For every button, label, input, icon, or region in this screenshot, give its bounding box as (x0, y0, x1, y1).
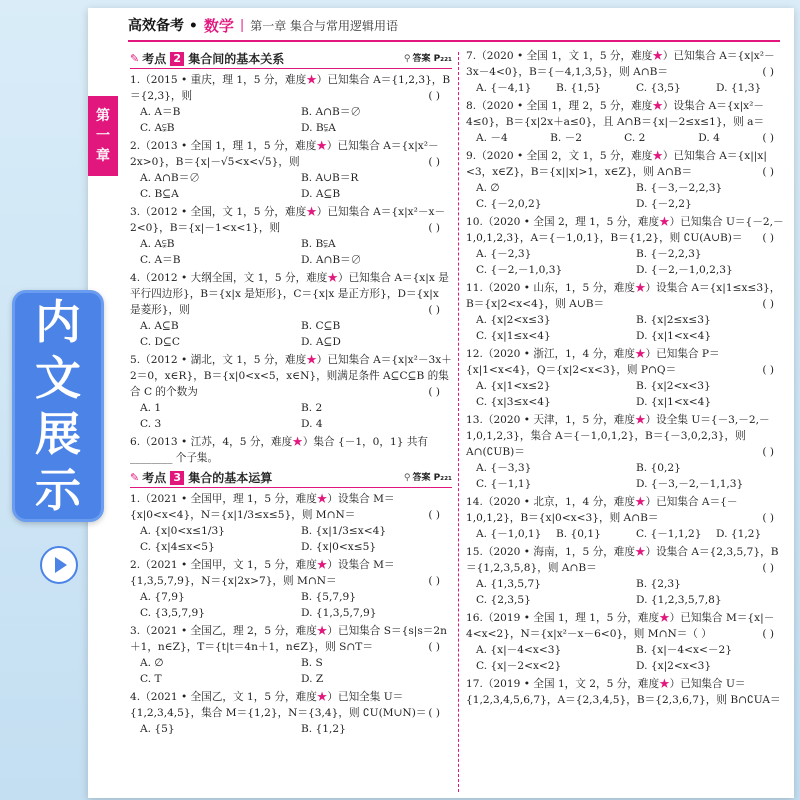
answer-blank[interactable]: ( ) (428, 304, 440, 316)
answer-blank[interactable]: ( ) (762, 628, 774, 640)
options-row (130, 104, 452, 136)
question-item (466, 214, 786, 278)
pencil-icon: ✎ (130, 470, 140, 484)
chapter-side-tab (88, 96, 118, 176)
difficulty-star-icon: ★ (652, 100, 663, 112)
question-stem: 16.（2019 • 全国 1，理 1，5 分，难度★）已知集合 M＝{x|－4<x<2}，N＝{x|x²－x－6<0}，则 M∩N＝（ ） ( ) (466, 612, 775, 640)
answer-blank[interactable]: ( ) (762, 562, 774, 574)
answer-option[interactable]: D. {1,3} (716, 82, 762, 94)
question-stem: 2.（2013 • 全国 1，理 1，5 分，难度★）已知集合 A＝{x|x²－2x>0}，B＝{x|－√5<x<√5}，则 ( ) (130, 140, 440, 168)
question-item (130, 352, 452, 432)
answer-option[interactable]: D. {x|2<x<3} (636, 660, 712, 672)
answer-option[interactable]: D. {1,2,3,5,7,8} (636, 594, 722, 606)
section-number: 3 (170, 471, 184, 485)
options-row (130, 170, 452, 202)
question-stem: 5.（2012 • 湖北，文 1，5 分，难度★）已知集合 A＝{x|x²－3x＋2＝0，x∈R}，B＝{x|0<x<5，x∈N}，则满足条件 A⊆C⊆B 的集合 C 的个数为 ( ) (130, 354, 452, 398)
options-row (130, 655, 452, 687)
answer-blank[interactable]: ( ) (428, 90, 440, 102)
question-item (466, 346, 786, 410)
difficulty-star-icon: ★ (316, 140, 327, 152)
difficulty-star-icon: ★ (634, 546, 646, 558)
answer-option[interactable]: B. {0,2} (636, 462, 681, 474)
answer-option[interactable]: C. 3 (140, 418, 162, 430)
answer-blank[interactable]: ( ) (762, 66, 774, 78)
answer-option[interactable]: C. 2 (624, 132, 646, 144)
difficulty-star-icon: ★ (316, 691, 328, 703)
question-item (466, 280, 786, 344)
question-item (130, 689, 452, 737)
difficulty-star-icon: ★ (634, 348, 646, 360)
answer-option[interactable]: D. 4 (301, 418, 323, 430)
difficulty-star-icon: ★ (316, 625, 328, 637)
answer-option[interactable]: B. {x|2≤x≤3} (636, 314, 711, 326)
answer-option[interactable]: C. {－2,－1,0,3} (476, 264, 563, 276)
difficulty-star-icon: ★ (659, 678, 670, 690)
question-item (130, 623, 452, 687)
question-item (130, 491, 452, 555)
question-stem: 7.（2020 • 全国 1，文 1，5 分，难度★）已知集合 A＝{x|x²－3x－4<0}，B＝{－4,1,3,5}，则 A∩B＝ ( ) (466, 50, 775, 78)
question-stem: 13.（2020 • 天津，1，5 分，难度★）设全集 U＝{－3,－2,－1,0,1,2,3}，集合 A＝{－1,0,1,2}，B＝{－3,0,2,3}，则 A∩(∁UB)＝ ( ) (466, 414, 774, 458)
chapter-tab-char: 一 (96, 128, 110, 144)
options-row (130, 400, 452, 432)
answer-option[interactable]: D. {1,3,5,7,9} (301, 607, 377, 619)
question-item (466, 676, 786, 708)
options-row (466, 526, 786, 542)
options-row (466, 130, 762, 146)
section-title: 集合间的基本关系 (188, 51, 285, 66)
right-column (466, 48, 786, 710)
question-item (130, 138, 452, 202)
answer-blank[interactable]: ( ) (428, 386, 440, 398)
difficulty-star-icon: ★ (659, 216, 670, 228)
answer-option[interactable]: A. A⊆B (140, 320, 179, 332)
question-item (130, 72, 452, 136)
section-3-heading (130, 468, 452, 488)
question-stem: 3.（2012 • 全国，文 1，5 分，难度★）已知集合 A＝{x|x²－x－2<0}，B＝{x|－1<x<1}，则 ( ) (130, 206, 446, 234)
promo-char: 文 (35, 351, 81, 405)
difficulty-star-icon: ★ (327, 272, 338, 284)
section-2-heading (130, 49, 452, 69)
question-stem: 3.（2021 • 全国乙，理 2，5 分，难度★）已知集合 S＝{s|s＝2n＋1，n∈Z}，T＝{t|t＝4n＋1，n∈Z}，则 S∩T＝ ( ) (130, 625, 447, 653)
answer-option[interactable]: D. A⊆B (301, 188, 341, 200)
answer-option[interactable]: A. ∅ (476, 182, 500, 194)
answer-reference (404, 51, 452, 67)
answer-option[interactable]: C. {－2,0,2} (476, 198, 542, 210)
answer-option[interactable]: B. {1,2} (301, 723, 346, 735)
answer-option[interactable]: B. {－2,2,3} (636, 248, 702, 260)
options-row (130, 236, 452, 268)
answer-option[interactable]: A. A⫋B (140, 238, 175, 250)
question-item (466, 610, 786, 674)
answer-option[interactable]: D. {x|0<x≤5} (301, 541, 377, 553)
promo-char: 内 (35, 295, 81, 349)
play-icon (55, 557, 67, 573)
difficulty-star-icon: ★ (306, 206, 317, 218)
answer-option[interactable]: B. A∩B＝∅ (301, 106, 362, 118)
answer-option[interactable]: D. {－3,－2,－1,1,3} (636, 478, 744, 490)
answer-option[interactable]: B. {x|1/3≤x<4} (301, 525, 387, 537)
answer-option[interactable]: C. {x|3≤x<4} (476, 396, 551, 408)
answer-reference (404, 470, 452, 486)
search-icon: ⚲ (403, 53, 411, 64)
subject-title: 数学 (203, 16, 234, 35)
answer-option[interactable]: C. {3,5,7,9} (140, 607, 206, 619)
question-stem: 1.（2021 • 全国甲，理 1，5 分，难度★）设集合 M＝{x|0<x<4}，N＝{x|1/3≤x≤5}，则 M∩N＝ ( ) (130, 493, 440, 521)
section-number: 2 (170, 52, 184, 66)
question-stem: 9.（2020 • 全国 2，文 1，5 分，难度★）已知集合 A＝{x||x|<3，x∈Z}，B＝{x||x|>1，x∈Z}，则 A∩B＝ ( ) (466, 150, 774, 178)
answer-option[interactable]: C. {x|－2<x<2} (476, 660, 562, 672)
question-item (466, 494, 786, 542)
answer-option[interactable]: A. {x|0<x≤1/3} (140, 525, 225, 537)
answer-option[interactable]: C. A＝B (140, 254, 181, 266)
answer-blank[interactable]: ( ) (428, 707, 440, 719)
answer-option[interactable]: B. {2,3} (636, 578, 681, 590)
answer-option[interactable]: C. {3,5} (636, 82, 681, 94)
options-row (130, 318, 452, 350)
question-stem: 8.（2020 • 全国 1，理 2，5 分，难度★）设集合 A＝{x|x²－4≤0}，B＝{x|2x＋a≤0}，且 A∩B＝{x|－2≤x≤1}，则 a＝ ( ) (466, 100, 774, 144)
answer-option[interactable]: C. {2,3,5} (476, 594, 531, 606)
chapter-title: 第一章 集合与常用逻辑用语 (250, 18, 399, 33)
options-row (466, 460, 786, 492)
answer-option[interactable]: C. D⊆C (140, 336, 180, 348)
answer-blank[interactable]: ( ) (428, 156, 440, 168)
options-row (130, 589, 452, 621)
answer-blank[interactable]: ( ) (428, 575, 440, 587)
header-separator: | (239, 17, 245, 33)
column-divider (458, 52, 459, 792)
answer-option[interactable]: A. {x|2<x≤3} (476, 314, 551, 326)
options-row (466, 378, 786, 410)
chapter-tab-char: 第 (96, 108, 110, 124)
difficulty-star-icon: ★ (652, 50, 663, 62)
question-item (466, 148, 786, 212)
left-column (130, 48, 452, 739)
answer-option[interactable]: B. {x|－4<x<－2} (636, 644, 732, 656)
book-brand: 高效备考 • (128, 18, 198, 34)
answer-option[interactable]: C. {－1,1} (476, 478, 532, 490)
difficulty-star-icon: ★ (634, 414, 646, 426)
answer-page: 答案 P₂₂₁ (412, 53, 452, 64)
options-row (130, 721, 452, 737)
answer-option[interactable]: D. A∩B＝∅ (301, 254, 362, 266)
play-button[interactable] (40, 546, 78, 584)
answer-option[interactable]: C. {x|1≤x<4} (476, 330, 551, 342)
difficulty-star-icon: ★ (659, 612, 670, 624)
answer-option[interactable]: C. {－1,1,2} (636, 528, 702, 540)
answer-option[interactable]: B. S (301, 657, 323, 669)
answer-option[interactable]: D. 4 (698, 132, 720, 144)
answer-blank[interactable]: ( ) (762, 446, 774, 458)
question-stem: 6.（2013 • 江苏，4，5 分，难度★）集合 {－1，0，1} 共有 ________ 个子集。 (130, 436, 429, 464)
answer-option[interactable]: A. {－2,3} (476, 248, 532, 260)
section-title: 集合的基本运算 (188, 470, 273, 485)
answer-option[interactable]: B. {x|2<x<3} (636, 380, 711, 392)
answer-option[interactable]: D. {－2,2} (636, 198, 692, 210)
answer-blank[interactable]: ( ) (428, 509, 440, 521)
question-item (130, 270, 452, 350)
answer-option[interactable]: A. {－1,0,1} (476, 528, 542, 540)
answer-option[interactable]: B. {－3,－2,2,3} (636, 182, 723, 194)
question-item (130, 557, 452, 621)
header-rule (128, 40, 780, 42)
answer-option[interactable]: B. {0,1} (556, 528, 601, 540)
page-header (128, 12, 768, 38)
section-label: 考点 (142, 470, 167, 485)
options-row (466, 312, 786, 344)
answer-option[interactable]: A. ∅ (140, 657, 164, 669)
difficulty-star-icon: ★ (634, 496, 646, 508)
question-item (466, 98, 786, 146)
answer-blank[interactable]: ( ) (762, 166, 774, 178)
chapter-tab-char: 章 (96, 148, 110, 164)
answer-blank[interactable]: ( ) (762, 232, 774, 244)
answer-page: 答案 P₂₂₁ (412, 472, 452, 483)
pencil-icon: ✎ (130, 51, 140, 65)
question-stem: 4.（2021 • 全国乙，文 1，5 分，难度★）已知全集 U＝{1,2,3,4,5}，集合 M＝{1,2}，N＝{3,4}，则 ∁U(M∪N)＝ ( ) (130, 691, 440, 719)
answer-option[interactable]: A. 1 (140, 402, 162, 414)
question-stem: 12.（2020 • 浙江，1，4 分，难度★）已知集合 P＝{x|1<x<4}，Q＝{x|2<x<3}，则 P∩Q＝ ( ) (466, 348, 774, 376)
options-row (466, 642, 786, 674)
answer-option[interactable]: D. A⊆D (301, 336, 341, 348)
options-row (466, 180, 786, 212)
section-3-questions-left (130, 491, 452, 737)
difficulty-star-icon: ★ (316, 559, 328, 571)
question-item (466, 412, 786, 492)
book-page (88, 8, 794, 798)
question-stem: 14.（2020 • 北京，1，4 分，难度★）已知集合 A＝{－1,0,1,2}，B＝{x|0<x<3}，则 A∩B＝ ( ) (466, 496, 774, 524)
question-item (130, 204, 452, 268)
difficulty-star-icon: ★ (634, 282, 646, 294)
content-preview-badge[interactable] (12, 290, 104, 522)
question-stem: 2.（2021 • 全国甲，文 1，5 分，难度★）设集合 M＝{1,3,5,7,9}，N＝{x|2x>7}，则 M∩N＝ ( ) (130, 559, 440, 587)
difficulty-star-icon: ★ (652, 150, 663, 162)
section-label: 考点 (142, 51, 167, 66)
answer-blank[interactable]: ( ) (762, 132, 774, 144)
promo-char: 展 (35, 407, 81, 461)
question-stem: 15.（2020 • 海南，1，5 分，难度★）设集合 A＝{2,3,5,7}，B＝{1,2,3,5,8}，则 A∩B＝ ( ) (466, 546, 779, 574)
answer-option[interactable]: A. {1,3,5,7} (476, 578, 541, 590)
answer-option[interactable]: C. T (140, 673, 162, 685)
section-2-questions (130, 72, 452, 466)
answer-option[interactable]: A. {－3,3} (476, 462, 532, 474)
answer-option[interactable]: A. {x|1<x≤2} (476, 380, 551, 392)
question-item (130, 434, 452, 466)
promo-char: 示 (35, 463, 81, 517)
question-stem: 11.（2020 • 山东，1，5 分，难度★）设集合 A＝{x|1≤x≤3}，B＝{x|2<x<4}，则 A∪B＝ ( ) (466, 282, 781, 310)
options-row (466, 80, 786, 96)
answer-option[interactable]: C. B⊆A (140, 188, 179, 200)
answer-option[interactable]: C. {x|4≤x<5} (140, 541, 215, 553)
answer-option[interactable]: A. {－4,1} (476, 82, 532, 94)
question-stem: 4.（2012 • 大纲全国，文 1，5 分，难度★）已知集合 A＝{x|x 是平行四边形}，B＝{x|x 是矩形}，C＝{x|x 是正方形}，D＝{x|x 是菱形}，则 ( ) (130, 272, 449, 316)
answer-blank[interactable]: ( ) (762, 512, 774, 524)
answer-option[interactable]: B. B⫋A (301, 238, 336, 250)
answer-blank[interactable]: ( ) (762, 298, 774, 310)
question-item (466, 544, 786, 608)
answer-option[interactable]: A. {7,9} (140, 591, 185, 603)
answer-option[interactable]: B. 2 (301, 402, 323, 414)
answer-option[interactable]: D. {x|1<x<4} (636, 330, 712, 342)
difficulty-star-icon: ★ (306, 74, 317, 86)
answer-option[interactable]: C. A⫋B (140, 122, 175, 134)
question-stem: 1.（2015 • 重庆，理 1，5 分，难度★）已知集合 A＝{1,2,3}，B＝{2,3}，则 ( ) (130, 74, 451, 102)
question-stem: 17.（2019 • 全国 1，文 2，5 分，难度★）已知集合 U＝{1,2,3,4,5,6,7}，A＝{2,3,4,5}，B＝{2,3,6,7}，则 B∩∁UA＝ (466, 678, 781, 706)
answer-option[interactable]: A. A＝B (140, 106, 181, 118)
answer-option[interactable]: B. C⊆B (301, 320, 341, 332)
answer-option[interactable]: B. {1,5} (556, 82, 601, 94)
difficulty-star-icon: ★ (292, 436, 303, 448)
difficulty-star-icon: ★ (316, 493, 328, 505)
section-3-questions-right (466, 48, 786, 708)
answer-option[interactable]: B. {5,7,9} (301, 591, 356, 603)
answer-option[interactable]: A. {5} (140, 723, 175, 735)
question-stem: 10.（2020 • 全国 2，理 1，5 分，难度★）已知集合 U＝{－2,－1,0,1,2,3}，A＝{－1,0,1}，B＝{1,2}，则 ∁U(A∪B)＝ ( ) (466, 216, 784, 244)
answer-option[interactable]: B. －2 (550, 132, 582, 144)
difficulty-star-icon: ★ (306, 354, 317, 366)
answer-blank[interactable]: ( ) (428, 222, 440, 234)
answer-option[interactable]: D. B⫋A (301, 122, 336, 134)
answer-option[interactable]: B. A∪B＝R (301, 172, 359, 184)
search-icon: ⚲ (403, 472, 411, 483)
options-row (466, 576, 786, 608)
question-item (466, 48, 786, 96)
answer-blank[interactable]: ( ) (762, 364, 774, 376)
answer-option[interactable]: A. －4 (476, 132, 508, 144)
answer-option[interactable]: D. Z (301, 673, 324, 685)
options-row (130, 523, 452, 555)
answer-option[interactable]: A. {x|－4<x<3} (476, 644, 562, 656)
answer-blank[interactable]: ( ) (428, 641, 440, 653)
answer-option[interactable]: D. {1,2} (716, 528, 762, 540)
answer-option[interactable]: D. {－2,－1,0,2,3} (636, 264, 733, 276)
answer-option[interactable]: D. {x|1<x<4} (636, 396, 712, 408)
answer-option[interactable]: A. A∩B＝∅ (140, 172, 200, 184)
options-row (466, 246, 786, 278)
